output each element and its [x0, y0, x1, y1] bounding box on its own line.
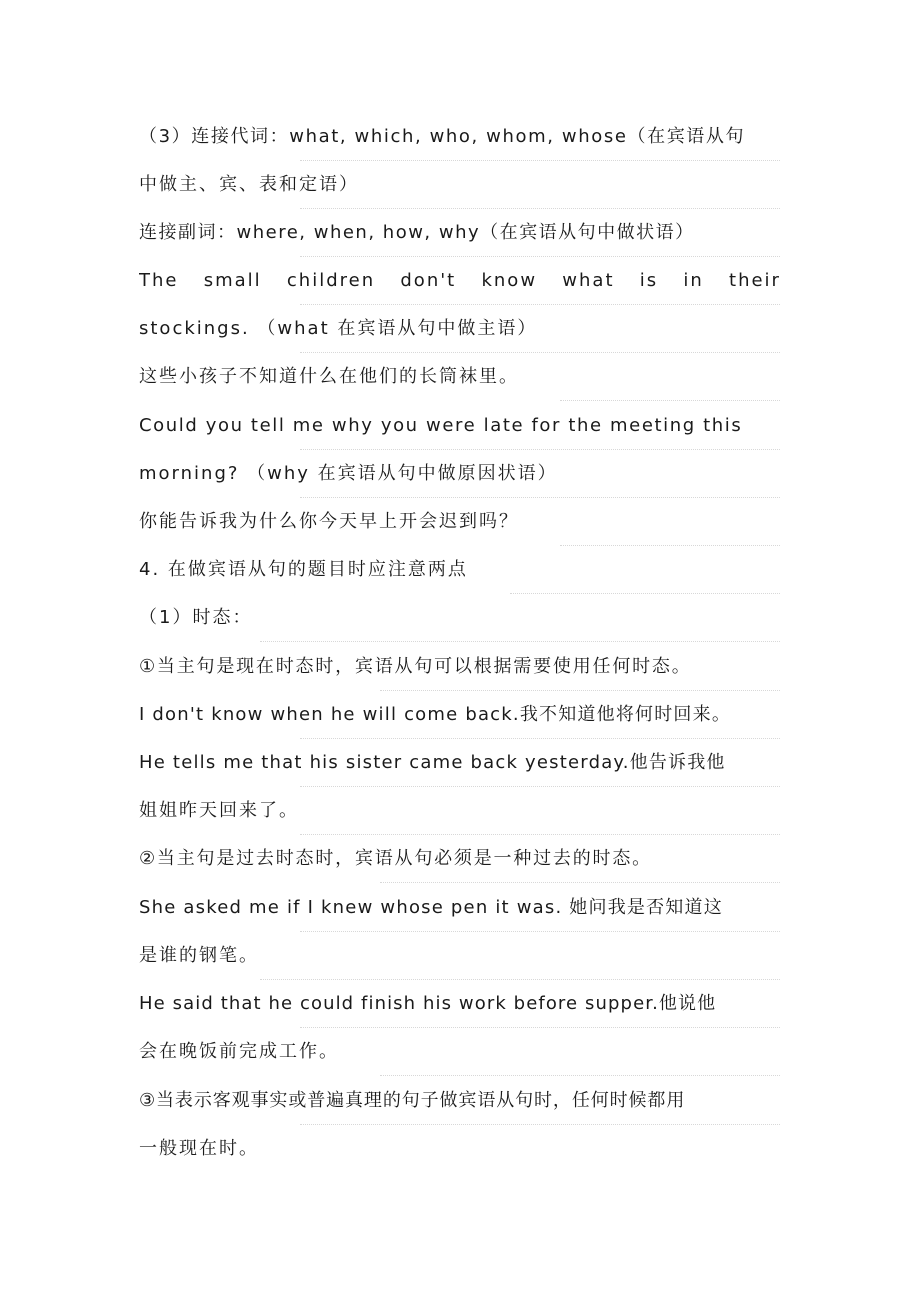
dotted-rule — [260, 979, 780, 980]
dotted-rule — [560, 400, 780, 401]
word: what — [562, 270, 615, 291]
text-line: （1）时态： — [139, 607, 253, 628]
text-line: morning? （why 在宾语从句中做原因状语） — [139, 463, 558, 484]
dotted-rule — [380, 690, 780, 691]
text-line: He tells me that his sister came back yesterday.他告诉我他 — [139, 752, 726, 773]
text-line: 是谁的钢笔。 — [139, 945, 259, 966]
dotted-rule — [300, 256, 780, 257]
dotted-rule — [260, 641, 780, 642]
text-line: 会在晚饭前完成工作。 — [139, 1041, 339, 1062]
dotted-rule — [300, 1124, 780, 1125]
word: their — [729, 270, 781, 291]
dotted-rule — [300, 834, 780, 835]
word: in — [683, 270, 704, 291]
dotted-rule — [300, 786, 780, 787]
text-line: 一般现在时。 — [139, 1138, 259, 1159]
dotted-rule — [300, 497, 780, 498]
text-line: （3）连接代词：what, which, who, whom, whose（在宾语从句 — [139, 126, 746, 147]
word: is — [639, 270, 659, 291]
word: The — [139, 270, 179, 291]
text-line: Could you tell me why you were late for the meeting this — [139, 415, 743, 436]
justified-text-line — [139, 266, 781, 296]
dotted-rule — [510, 593, 780, 594]
word: know — [481, 270, 538, 291]
dotted-rule — [380, 882, 780, 883]
dotted-rule — [300, 160, 780, 161]
text-line: 这些小孩子不知道什么在他们的长筒袜里。 — [139, 366, 519, 387]
text-line: I don't know when he will come back.我不知道他将何时回来。 — [139, 704, 732, 725]
text-line: ②当主句是过去时态时，宾语从句必须是一种过去的时态。 — [139, 848, 652, 869]
word: small — [203, 270, 262, 291]
text-line: 你能告诉我为什么你今天早上开会迟到吗？ — [139, 511, 519, 532]
dotted-rule — [300, 1027, 780, 1028]
dotted-rule — [300, 449, 780, 450]
dotted-rule — [300, 738, 780, 739]
dotted-rule — [380, 1075, 780, 1076]
dotted-rule — [300, 208, 780, 209]
text-line: ①当主句是现在时态时，宾语从句可以根据需要使用任何时态。 — [139, 656, 692, 677]
text-line: stockings. （what 在宾语从句中做主语） — [139, 318, 538, 339]
dotted-rule — [300, 352, 780, 353]
text-line: He said that he could finish his work before supper.他说他 — [139, 993, 717, 1014]
text-line: ③当表示客观事实或普遍真理的句子做宾语从句时，任何时候都用 — [139, 1090, 686, 1111]
text-line: 连接副词：where, when, how, why（在宾语从句中做状语） — [139, 222, 695, 243]
dotted-rule — [300, 304, 780, 305]
dotted-rule — [300, 931, 780, 932]
text-line: 4. 在做宾语从句的题目时应注意两点 — [139, 559, 468, 580]
text-line: 中做主、宾、表和定语） — [139, 174, 359, 195]
word: don't — [400, 270, 457, 291]
dotted-rule — [560, 545, 780, 546]
text-line: She asked me if I knew whose pen it was. 她问我是否知道这 — [139, 897, 723, 918]
text-line: 姐姐昨天回来了。 — [139, 800, 299, 821]
word: children — [286, 270, 376, 291]
